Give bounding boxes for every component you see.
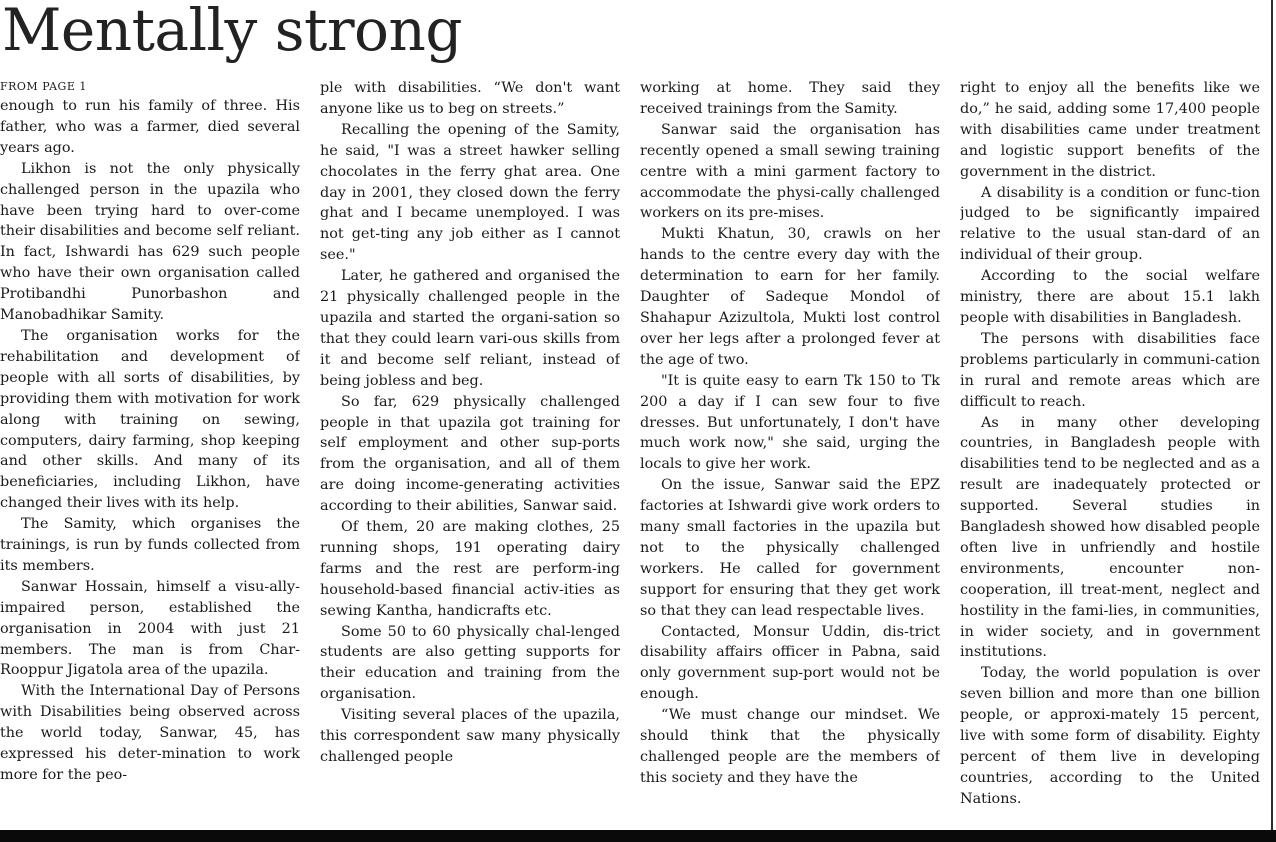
paragraph: Of them, 20 are making clothes, 25 running shops, 191 operating dairy farms and the rest are perform-ing household-based financial activ-ities as sewing Kantha, handicrafts etc. bbox=[320, 519, 620, 619]
headline: Mentally strong bbox=[2, 0, 462, 64]
paragraph: Likhon is not the only physically challenged person in the upazila who have been trying hard to over-come their disabilities and become self reliant. In fact, Ishwardi has 629 such people who have their own organisation called Protibandhi Punorbashon and Manobadhikar Samity. bbox=[0, 160, 300, 324]
paragraph: Mukti Khatun, 30, crawls on her hands to the centre every day with the determination to earn for her family. Daughter of Sadeque Mondol of Shahapur Azizultola, Mukti lost control over her legs after a prolonged fever at the age of two. bbox=[640, 226, 940, 368]
right-column-rule bbox=[1271, 0, 1273, 830]
article-column-3 bbox=[640, 78, 940, 830]
paragraph: A disability is a condition or func-tion judged to be significantly impaired relative to the usual stan-dard of an individual of their group. bbox=[960, 184, 1260, 264]
article-column-1 bbox=[0, 96, 300, 832]
paragraph: Visiting several places of the upazila, this correspondent saw many physically challenged people bbox=[320, 707, 620, 765]
paragraph: Recalling the opening of the Samity, he said, "I was a street hawker selling chocolates in the ferry ghat area. One day in 2001, they closed down the ferry ghat and I became unemployed. I was not get-ting any job either as I cannot see." bbox=[320, 121, 620, 264]
paragraph: Sanwar said the organisation has recently opened a small sewing training centre with a mini garment factory to accommodate the physi-cally challenged workers on its pre-mises. bbox=[640, 121, 940, 222]
paragraph: So far, 629 physically challenged people in that upazila got training for self employment and other sup-ports from the organisation, and all of them are doing income-generating activities according to their abilities, Sanwar said. bbox=[320, 393, 620, 515]
paragraph: working at home. They said they received trainings from the Samity. bbox=[640, 80, 940, 117]
paragraph: The Samity, which organises the trainings, is run by funds collected from its members. bbox=[0, 516, 300, 574]
paragraph: Some 50 to 60 physically chal-lenged students are also getting supports for their education and training from the organisation. bbox=[320, 623, 620, 703]
paragraph: As in many other developing countries, in Bangladesh people with disabilities tend to be neglected and as a result are inadequately protected or supported. Several studies in Bangladesh showed how disabled people often live in unfriendly and hostile environments, encounter non-cooperation, ill treat-ment, neglect and hostility in the fami-lies, in communities, in wider society, and in government institutions. bbox=[960, 414, 1260, 661]
bottom-border bbox=[0, 830, 1276, 842]
paragraph: Later, he gathered and organised the 21 physically challenged people in the upazila and started the organi-sation so that they could learn vari-ous skills from it and become self reliant, instead of being jobless and beg. bbox=[320, 268, 620, 389]
paragraph: enough to run his family of three. His father, who was a farmer, died several years ago. bbox=[0, 98, 300, 156]
paragraph: The organisation works for the rehabilitation and development of people with all sorts of disabilities, by providing them with motivation for work along with training on sewing, computers, dairy farming, shop keeping and other skills. And many of its beneficiaries, including Likhon, have changed their lives with its help. bbox=[0, 327, 300, 512]
paragraph: The persons with disabilities face problems particularly in communi-cation in rural and remote areas which are difficult to reach. bbox=[960, 330, 1260, 410]
paragraph: ple with disabilities. “We don't want anyone like us to beg on streets.” bbox=[320, 80, 620, 117]
paragraph: According to the social welfare ministry, there are about 15.1 lakh people with disabilities in Bangladesh. bbox=[960, 268, 1260, 326]
paragraph: right to enjoy all the benefits like we do,” he said, adding some 17,400 people with disabilities came under treatment and logistic support benefits of the government in the district. bbox=[960, 80, 1260, 180]
paragraph: Contacted, Monsur Uddin, dis-trict disability affairs officer in Pabna, said only government sup-port would not be enough. bbox=[640, 623, 940, 703]
article-column-2 bbox=[320, 78, 620, 830]
paragraph: Sanwar Hossain, himself a visu-ally-impaired person, established the organisation in 2004 with just 21 members. The man is from Char-Rooppur Jigatola area of the upazila. bbox=[0, 578, 300, 679]
paragraph: "It is quite easy to earn Tk 150 to Tk 200 a day if I can sew four to five dresses. But unfortunately, I don't have much work now," she said, urging the locals to give her work. bbox=[640, 372, 940, 473]
paragraph: With the International Day of Persons with Disabilities being observed across the world today, Sanwar, 45, has expressed his deter-mination to work more for the peo- bbox=[0, 683, 300, 783]
jump-label: FROM PAGE 1 bbox=[0, 80, 87, 93]
paragraph: On the issue, Sanwar said the EPZ factories at Ishwardi give work orders to many small factories in the upazila but not to the physically challenged workers. He called for government support for ensuring that they get work so that they can lead respectable lives. bbox=[640, 477, 940, 619]
paragraph: Today, the world population is over seven billion and more than one billion people, or approxi-mately 15 percent, live with some form of disability. Eighty percent of them live in developing countries, according to the United Nations. bbox=[960, 665, 1260, 807]
paragraph: “We must change our mindset. We should think that the physically challenged people are the members of this society and they have the bbox=[640, 707, 940, 786]
article-column-4 bbox=[960, 78, 1260, 830]
